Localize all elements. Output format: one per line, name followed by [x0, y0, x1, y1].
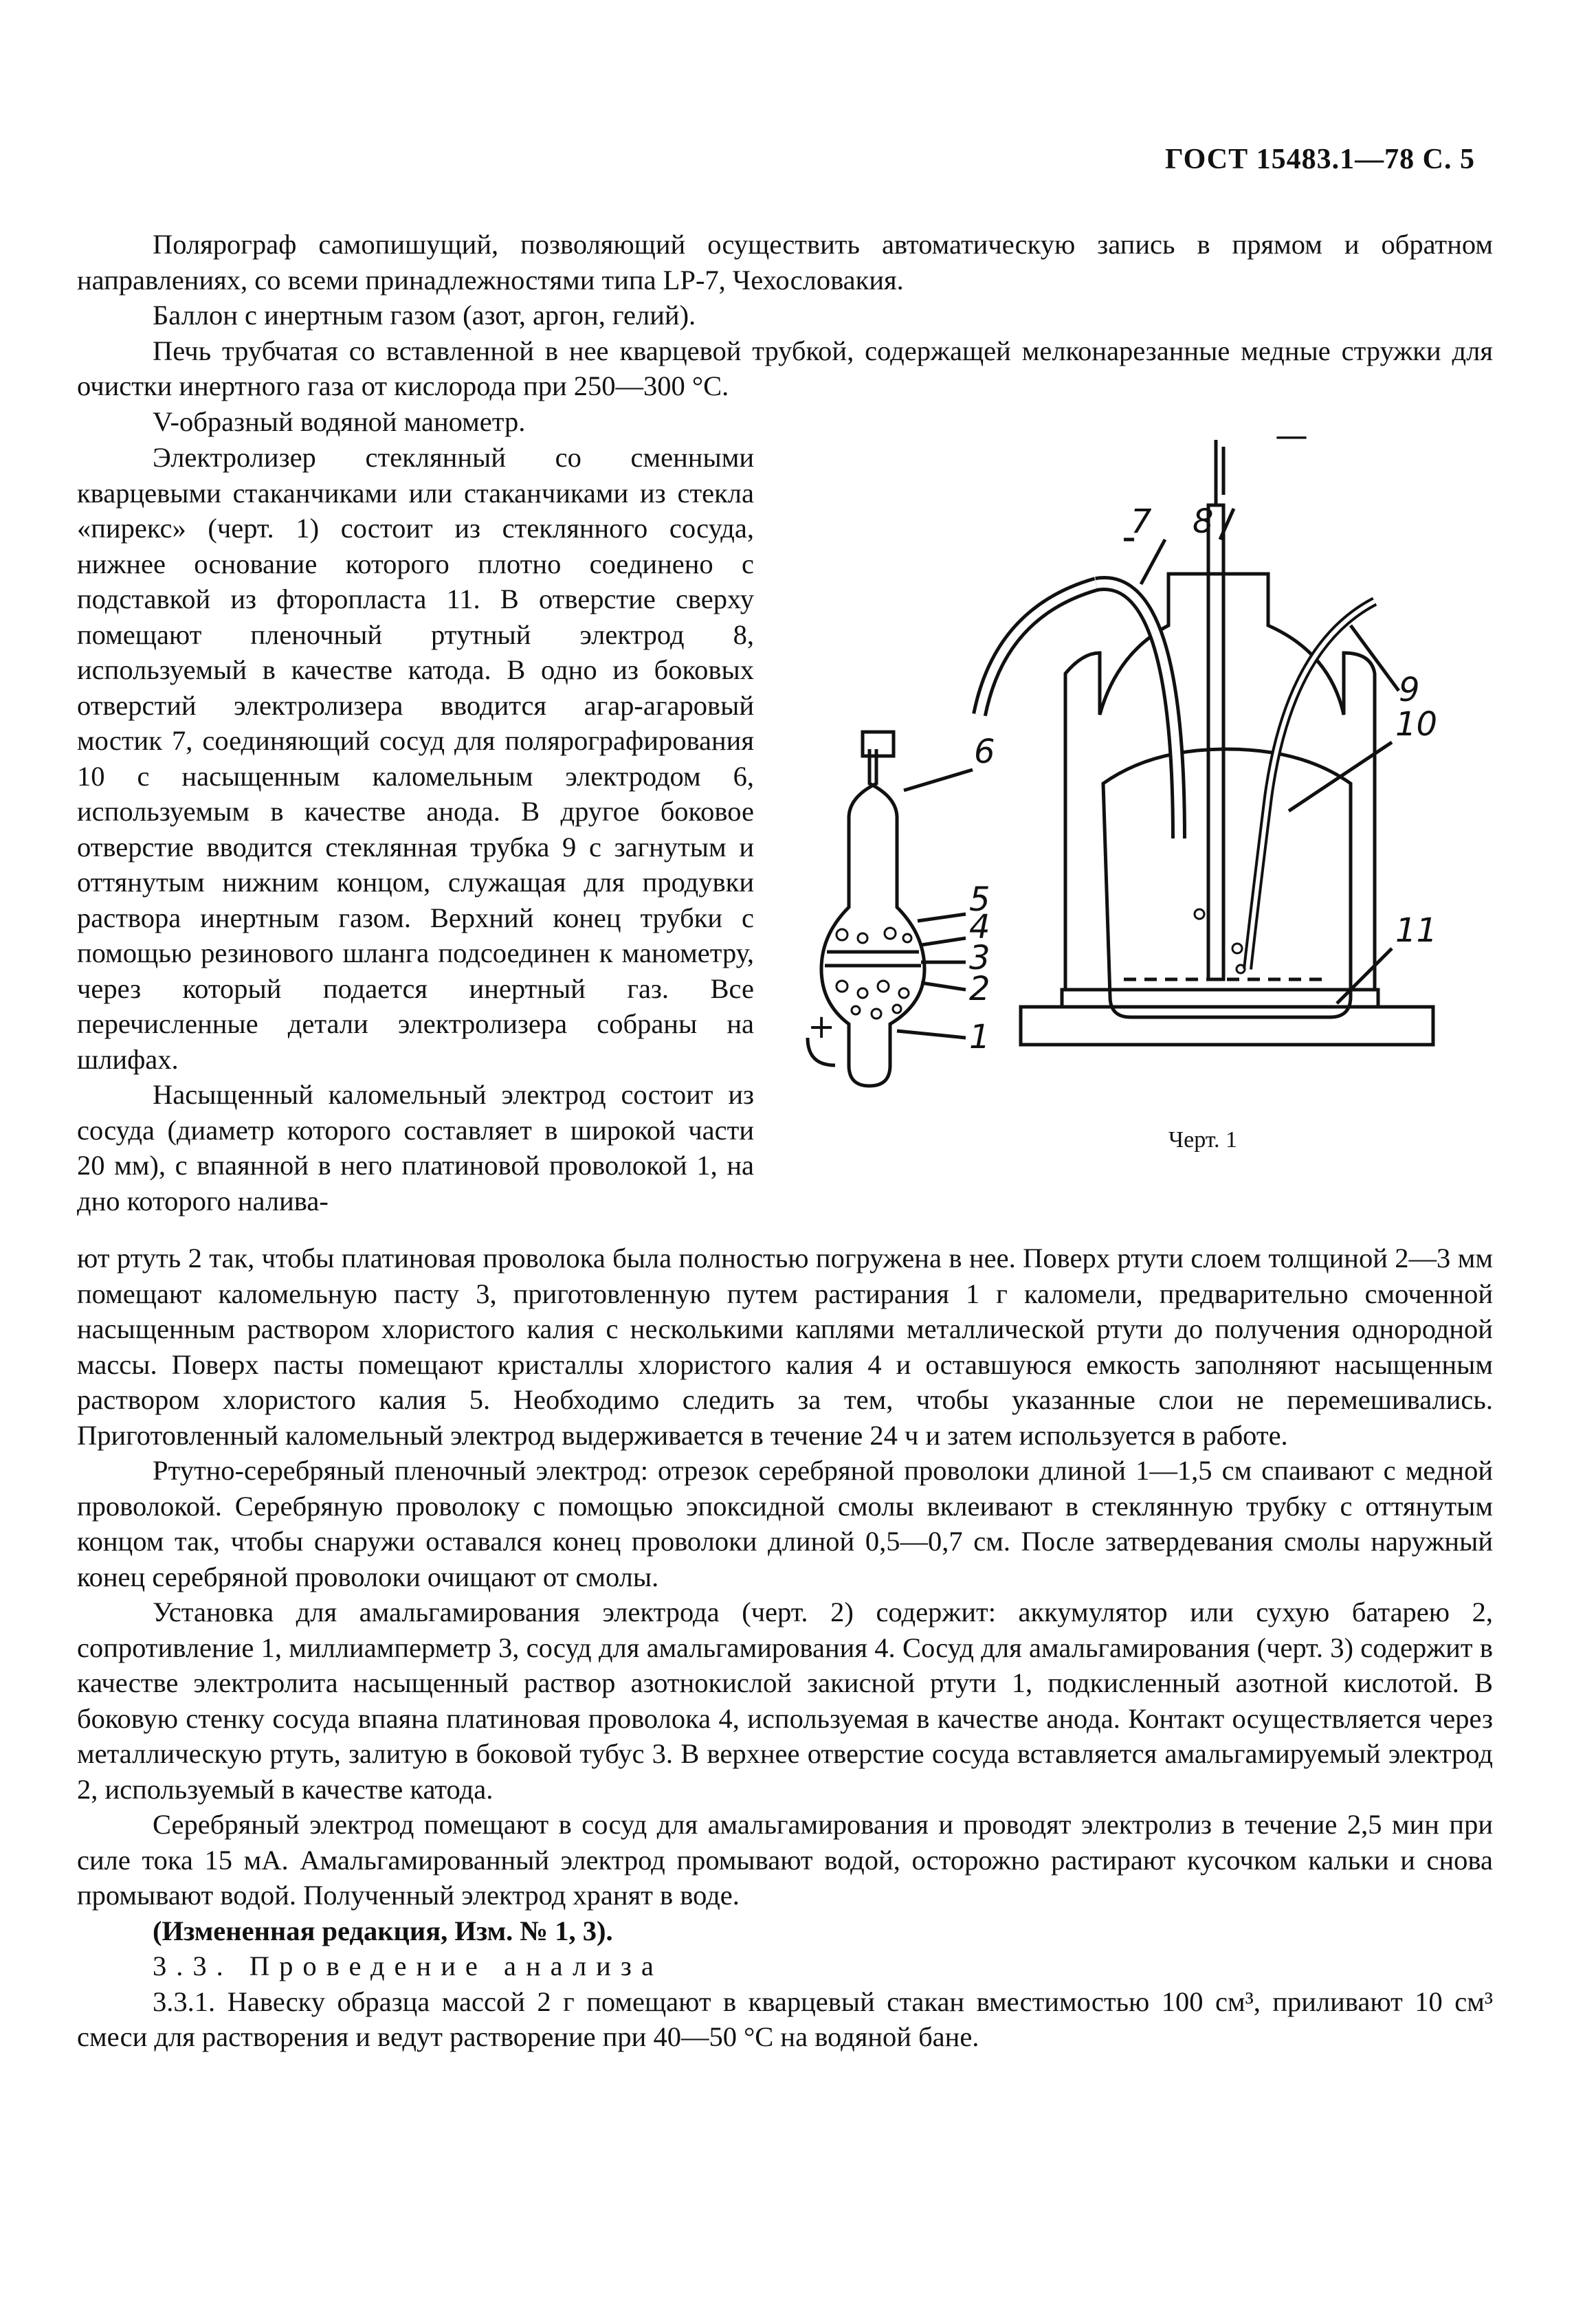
paragraph-amalgamation-setup: Установка для амальгамирования электрода (черт. 2) содержит: аккумулятор или сухую батарею 2, сопротивление 1, миллиамперметр 3, сосуд для амальгамирования 4. Сосуд для амальгамирования (черт. 3) содержит в качестве электролита насыщенный раствор азотнокислой закисной ртути 1, подкисленный азотной кислотой. В боковую стенку сосуда впаяна платиновая проволока 4, используемая в качестве анода. Контакт осуществляется через металлическую ртуть, залитую в боковой тубус 3. В верхнее отверстие сосуда вставляется амальгамируемый электрод 2, используемый в качестве катода. — [77, 1597, 1493, 1805]
figure-label-5: 5 — [969, 880, 990, 919]
base-plate — [1021, 1007, 1433, 1045]
figure-label-4: 4 — [969, 908, 990, 946]
inner-beaker — [1103, 749, 1351, 1017]
paragraph-furnace: Печь трубчатая со вставленной в нее кварцевой трубкой, содержащей мелконарезанные медные стружки для очистки инертного газа от кислорода при 250—300 °С. — [77, 335, 1493, 401]
paragraph-gas-cylinder: Баллон с инертным газом (азот, аргон, гелий). — [153, 300, 696, 331]
paragraph-3-3-1: 3.3.1. Навеску образца массой 2 г помещают в кварцевый стакан вместимостью 100 см³, приливают 10 см³ смеси для растворения и ведут растворение при 40—50 °С на водяной бане. — [77, 1986, 1493, 2052]
figure-label-9: 9 — [1399, 671, 1420, 709]
paragraph-electrolysis: Серебряный электрод помещают в сосуд для амальгамирования и проводят электролиз в течение 2,5 мин при силе тока 15 мА. Амальгамированный электрод промывают водой, осторожно растирают кусочком кальки и снова промывают водой. Полученный электрод хранят в воде. — [77, 1809, 1493, 1911]
calomel-electrode — [821, 749, 924, 1086]
figure-label-8: 8 — [1193, 502, 1214, 541]
figure-label-2: 2 — [969, 970, 990, 1008]
figure-label-6: 6 — [974, 733, 995, 771]
figure-label-10: 10 — [1395, 705, 1438, 744]
figure-label-1: 1 — [969, 1018, 990, 1056]
paragraph-calomel-electrode: Насыщенный каломельный электрод состоит из сосуда (диаметр которого составляет в широкой части 20 мм), с впаянной в него платиновой проволокой 1, на дно которого налива- — [77, 1079, 754, 1216]
revision-note: (Измененная редакция, Изм. № 1, 3). — [153, 1915, 613, 1946]
figure-label-plus: + — [808, 1008, 836, 1046]
electrolyzer-drawing — [794, 426, 1492, 1100]
figure-label-11: 11 — [1395, 911, 1438, 950]
electrode-8 — [1208, 505, 1223, 979]
paragraph-calomel-continued: ют ртуть 2 так, чтобы платиновая проволока была полностью погружена в нее. Поверх ртути слоем толщиной 2—3 мм помещают каломельную пасту 3, приготовленную путем растирания 1 г каломели, предварительно смоченной насыщенным раствором хлористого калия с несколькими каплями металлической ртути до получения однородной массы. Поверх пасты помещают кристаллы хлористого калия 4 и оставшуюся емкость заполняют насыщенным раствором хлористого калия 5. Необходимо следить за тем, чтобы указанные слои не перемешивались. Приготовленный каломельный электрод выдерживается в течение 24 ч и затем используется в работе. — [77, 1243, 1493, 1451]
paragraph-polarograph: Полярограф самопишущий, позволяющий осуществить автоматическую запись в прямом и обратном направлениях, со всеми принадлежностями типа LP-7, Чехословакия. — [77, 229, 1493, 296]
section-heading: 3.3. Проведение анализа — [153, 1950, 663, 1981]
figure-label-minus: — — [1275, 426, 1308, 455]
main-text — [77, 1241, 1493, 2055]
page-header: ГОСТ 15483.1—78 С. 5 — [1164, 144, 1475, 175]
figure-caption: Черт. 1 — [1168, 1127, 1238, 1153]
intro-list — [77, 227, 1493, 439]
paragraph-electrolyzer: Электролизер стеклянный со сменными кварцевыми стаканчиками или стаканчиками из стекла «пирекс» (черт. 1) состоит из стеклянного сосуда, нижнее основание которого плотно соединено с подставкой из фторопласта 11. В отверстие сверху помещают пленочный ртутный электрод 8, используемый в качестве катода. В одно из боковых отверстий электролизера вводится агар-агаровый мостик 7, соединяющий сосуд для полярографирования 10 с насыщенным каломельным электродом 6, используемым в качестве анода. В другое боковое отверстие вводится стеклянная трубка 9 с загнутым и оттянутым нижним концом, служащая для продувки раствора инертным газом. Верхний конец трубки с помощью резинового шланга подсоединен к манометру, через который подается инертный газ. Все перечисленные детали электролизера собраны на шлифах. — [77, 442, 754, 1075]
electrolyzer-description — [77, 440, 754, 1219]
paragraph-silver-electrode: Ртутно-серебряный пленочный электрод: отрезок серебряной проволоки длиной 1—1,5 см спаивают с медной проволокой. Серебряную проволоку с помощью эпоксидной смолы вклеивают в стеклянную трубку с оттянутым концом так, чтобы снаружи оставался конец проволоки длиной 0,5—0,7 см. После затвердевания смолы наружный конец серебряной проволоки очищают от смолы. — [77, 1455, 1493, 1592]
figure-label-3: 3 — [969, 939, 990, 977]
figure-label-7: 7 — [1131, 502, 1152, 541]
paragraph-manometer: V-образный водяной манометр. — [153, 405, 526, 437]
